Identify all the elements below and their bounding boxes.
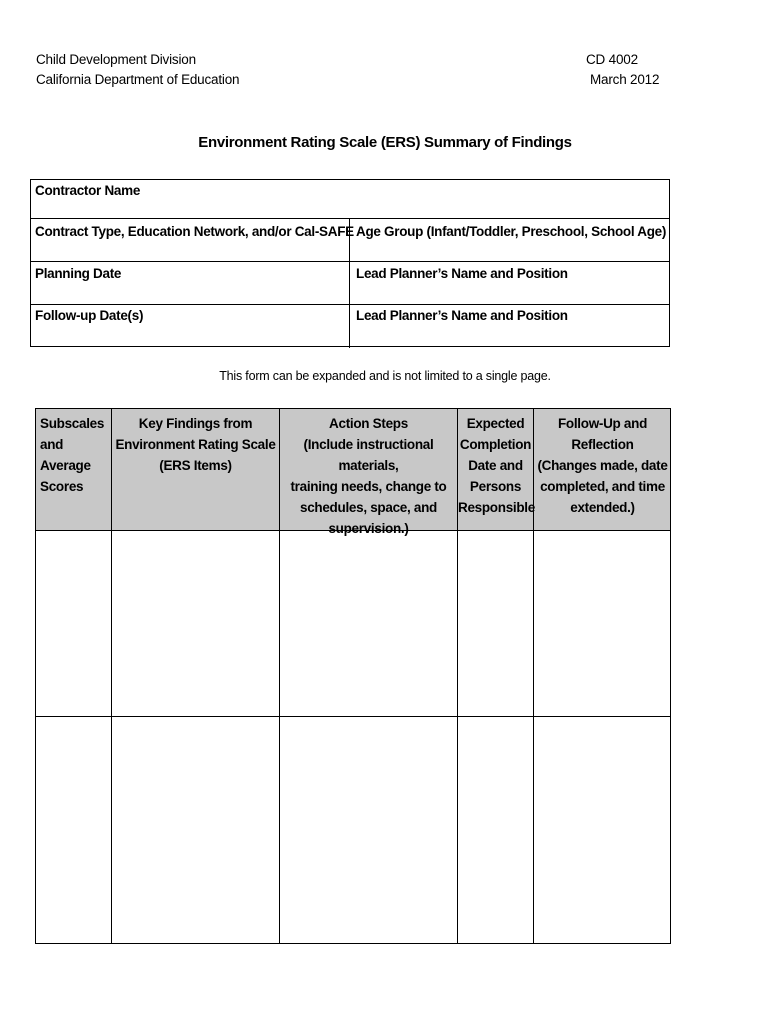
- form-title: Environment Rating Scale (ERS) Summary of Findings: [198, 134, 572, 151]
- header-subscales: Subscales and Average Scores: [40, 416, 105, 494]
- contract-type-label: Contract Type, Education Network, and/or Cal-SAFE: [35, 224, 354, 239]
- lead-planner-label: Lead Planner’s Name and Position: [356, 308, 568, 323]
- division-header: [36, 50, 239, 90]
- age-group-label: Age Group (Infant/Toddler, Preschool, School Age): [356, 224, 667, 239]
- column-divider: [111, 409, 112, 943]
- column-divider: [349, 305, 350, 348]
- expand-note: This form can be expanded and is not limited to a single page.: [219, 369, 551, 383]
- division-name: Child Development Division: [36, 52, 196, 67]
- contract-type-row: [31, 219, 669, 262]
- lead-planner-label: Lead Planner’s Name and Position: [356, 266, 568, 281]
- form-number: CD 4002: [586, 52, 638, 67]
- followup-dates-label: Follow-up Date(s): [35, 308, 144, 323]
- planning-date-row: [31, 262, 669, 305]
- contractor-name-label: Contractor Name: [35, 183, 141, 198]
- department-name: California Department of Education: [36, 72, 240, 87]
- row-divider: [36, 716, 670, 717]
- header-action-steps: Action Steps (Include instructional materials, training needs, change to schedules, space, and supervision.): [290, 416, 447, 536]
- planning-date-label: Planning Date: [35, 266, 122, 281]
- contractor-info-box: [30, 179, 670, 347]
- findings-table: [35, 408, 671, 944]
- column-divider: [349, 262, 350, 304]
- form-date: March 2012: [590, 72, 660, 87]
- header-key-findings: Key Findings from Environment Rating Scale (ERS Items): [115, 416, 276, 473]
- contractor-name-row[interactable]: [31, 180, 669, 219]
- header-follow-up: Follow-Up and Reflection (Changes made, date completed, and time extended.): [537, 416, 668, 515]
- form-id-header: [586, 50, 659, 90]
- followup-date-row: [31, 305, 669, 348]
- header-expected-completion: Expected Completion Date and Persons Responsible: [458, 416, 535, 515]
